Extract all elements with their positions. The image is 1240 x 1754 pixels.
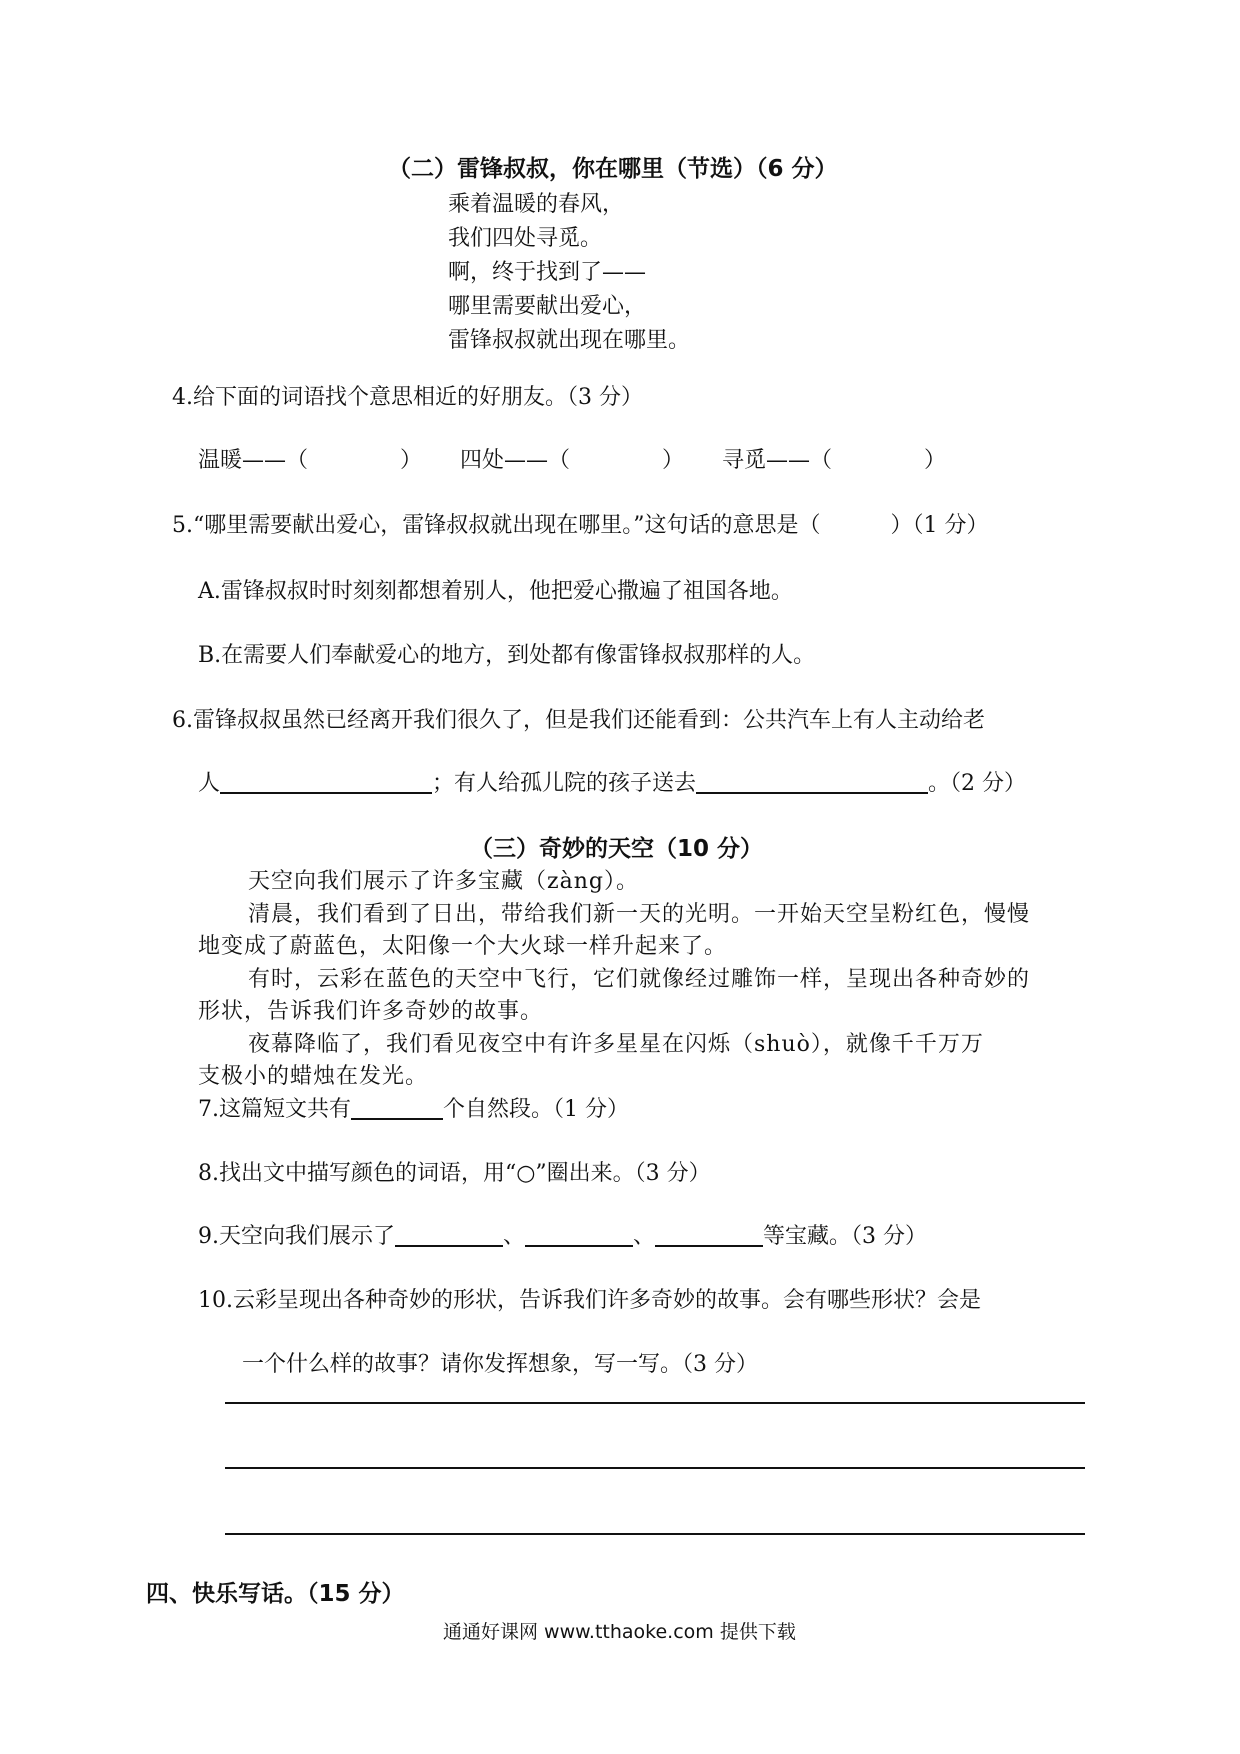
q7-blank[interactable] bbox=[351, 1096, 443, 1120]
passage-line: 夜幕降临了，我们看见夜空中有许多星星在闪烁（shuò），就像千千万万 bbox=[248, 1032, 984, 1057]
q9-blank-1[interactable] bbox=[395, 1223, 503, 1247]
q4-item-1 bbox=[198, 443, 422, 474]
q6-line1: 6.雷锋叔叔虽然已经离开我们很久了，但是我们还能看到：公共汽车上有人主动给老 bbox=[172, 708, 985, 733]
q9-sep: 、 bbox=[503, 1224, 526, 1249]
passage-line: 形状，告诉我们许多奇妙的故事。 bbox=[198, 999, 544, 1024]
q5-option-a: A.雷锋叔叔时时刻刻都想着别人，他把爱心撒遍了祖国各地。 bbox=[198, 579, 793, 604]
q4-close: ） bbox=[662, 448, 685, 473]
q4-prompt: 4.给下面的词语找个意思相近的好朋友。（3 分） bbox=[172, 385, 643, 410]
q4-item-2 bbox=[460, 443, 684, 474]
section4-title: 四、快乐写话。（15 分） bbox=[146, 1581, 405, 1607]
q6-line2 bbox=[198, 766, 1026, 797]
q8: 8.找出文中描写颜色的词语，用“○”圈出来。（3 分） bbox=[198, 1161, 711, 1186]
q4-word: 寻觅——（ bbox=[722, 448, 833, 473]
poem-line: 雷锋叔叔就出现在哪里。 bbox=[448, 328, 691, 353]
poem-line: 我们四处寻觅。 bbox=[448, 226, 603, 251]
q4-item-3 bbox=[722, 443, 946, 474]
q7-score: 个自然段。（1 分） bbox=[443, 1097, 629, 1122]
poem-line: 啊，终于找到了—— bbox=[448, 260, 647, 285]
passage-line: 清晨，我们看到了日出，带给我们新一天的光明。一开始天空呈粉红色，慢慢 bbox=[248, 902, 1031, 927]
passage-line: 有时，云彩在蓝色的天空中飞行，它们就像经过雕饰一样，呈现出各种奇妙的 bbox=[248, 967, 1031, 992]
q5-prompt bbox=[172, 508, 989, 539]
q9-blank-3[interactable] bbox=[655, 1223, 763, 1247]
passage-line: 天空向我们展示了许多宝藏（zàng）。 bbox=[248, 869, 639, 894]
q7 bbox=[198, 1092, 629, 1123]
q10-line2: 一个什么样的故事？请你发挥想象，写一写。（3 分） bbox=[242, 1352, 758, 1377]
passage-line: 地变成了蔚蓝色，太阳像一个大火球一样升起来了。 bbox=[198, 934, 728, 959]
q4-close: ） bbox=[924, 448, 947, 473]
q4-word: 四处——（ bbox=[460, 448, 571, 473]
section3-title: （三）奇妙的天空（10 分） bbox=[470, 836, 764, 862]
q9-score: 等宝藏。（3 分） bbox=[763, 1224, 928, 1249]
q9-text: 9.天空向我们展示了 bbox=[198, 1224, 395, 1249]
q5-prompt-text: 5.“哪里需要献出爱心，雷锋叔叔就出现在哪里。”这句话的意思是（ bbox=[172, 513, 821, 538]
poem-line: 哪里需要献出爱心， bbox=[448, 294, 647, 319]
q9-blank-2[interactable] bbox=[525, 1223, 633, 1247]
q9-sep: 、 bbox=[633, 1224, 656, 1249]
section2-title: （二）雷锋叔叔，你在哪里（节选）（6 分） bbox=[388, 156, 838, 182]
writing-line[interactable] bbox=[225, 1402, 1085, 1404]
q6-score: 。（2 分） bbox=[928, 771, 1027, 796]
writing-line[interactable] bbox=[225, 1467, 1085, 1469]
q6-text: 人 bbox=[198, 771, 221, 796]
q10-line1: 10.云彩呈现出各种奇妙的形状，告诉我们许多奇妙的故事。会有哪些形状？会是 bbox=[198, 1288, 981, 1313]
q6-blank-1[interactable] bbox=[220, 770, 432, 794]
q7-text: 7.这篇短文共有 bbox=[198, 1097, 351, 1122]
q9 bbox=[198, 1219, 927, 1250]
q5-option-b: B.在需要人们奉献爱心的地方，到处都有像雷锋叔叔那样的人。 bbox=[198, 643, 816, 668]
passage-line: 支极小的蜡烛在发光。 bbox=[198, 1064, 429, 1089]
poem-line: 乘着温暖的春风， bbox=[448, 192, 625, 217]
q6-text: ；有人给孤儿院的孩子送去 bbox=[432, 771, 697, 796]
q4-close: ） bbox=[400, 448, 423, 473]
footer-text: 通通好课网 www.tthaoke.com 提供下载 bbox=[443, 1621, 796, 1643]
q4-word: 温暖——（ bbox=[198, 448, 309, 473]
writing-line[interactable] bbox=[225, 1533, 1085, 1535]
q5-score: ）（1 分） bbox=[890, 513, 989, 538]
q6-blank-2[interactable] bbox=[696, 770, 928, 794]
